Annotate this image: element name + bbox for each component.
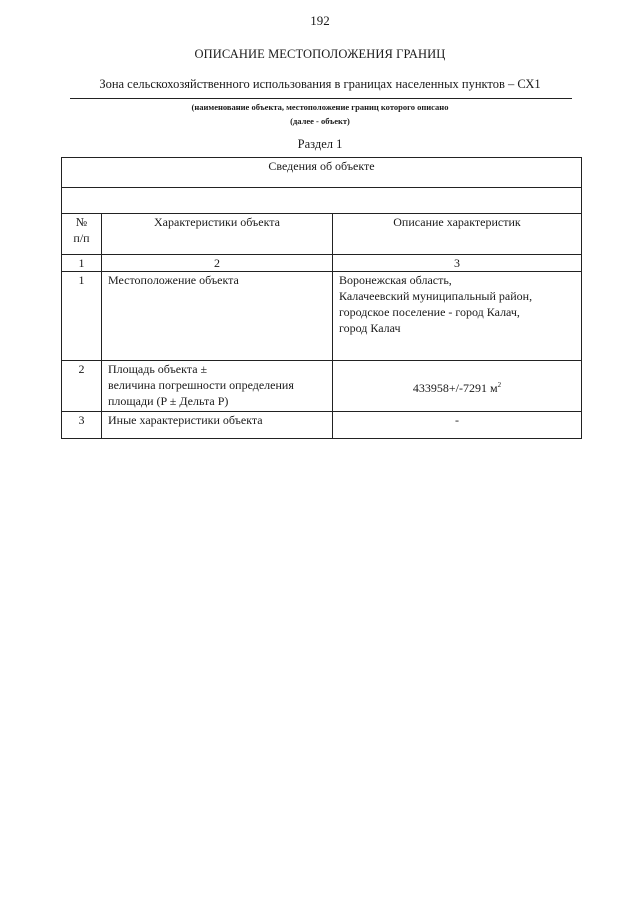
row-number: 1 bbox=[62, 272, 102, 361]
row-description bbox=[333, 361, 582, 412]
row-number: 2 bbox=[62, 361, 102, 412]
table-row bbox=[62, 361, 582, 412]
column-header-characteristic: Характеристики объекта bbox=[102, 214, 333, 255]
object-caption-note: (далее - объект) bbox=[290, 116, 350, 126]
column-number: 3 bbox=[333, 255, 582, 272]
column-header-no: № п/п bbox=[62, 214, 102, 255]
row-characteristic: Площадь объекта ± величина погрешности определения площади (P ± Дельта P) bbox=[102, 361, 333, 412]
document-title: ОПИСАНИЕ МЕСТОПОЛОЖЕНИЯ ГРАНИЦ bbox=[194, 47, 446, 61]
column-number-row bbox=[62, 255, 582, 272]
table-row bbox=[62, 272, 582, 361]
column-number: 1 bbox=[62, 255, 102, 272]
table-row bbox=[62, 412, 582, 439]
row-description: - bbox=[333, 412, 582, 439]
table-heading-row bbox=[62, 158, 582, 188]
table-blank-row bbox=[62, 188, 582, 214]
column-header-row bbox=[62, 214, 582, 255]
blank-cell bbox=[62, 188, 582, 214]
table-heading: Сведения об объекте bbox=[62, 158, 582, 188]
page-number: 192 bbox=[310, 13, 330, 28]
row-description: Воронежская область, Калачеевский муниципальный район, городское поселение - город Калач, город Калач bbox=[333, 272, 582, 361]
column-header-description: Описание характеристик bbox=[333, 214, 582, 255]
area-value: 433958+/-7291 м bbox=[412, 380, 498, 395]
object-info-table bbox=[61, 157, 582, 439]
zone-name: Зона сельскохозяйственного использования в границах населенных пунктов – СХ1 bbox=[99, 77, 541, 91]
row-number: 3 bbox=[62, 412, 102, 439]
row-characteristic: Местоположение объекта bbox=[102, 272, 333, 361]
row-characteristic: Иные характеристики объекта bbox=[102, 412, 333, 439]
title-underline bbox=[70, 98, 572, 99]
area-unit-exponent: 2 bbox=[497, 380, 502, 389]
section-label: Раздел 1 bbox=[297, 137, 343, 151]
object-caption: (наименование объекта, местоположение границ которого описано bbox=[191, 102, 449, 112]
column-number: 2 bbox=[102, 255, 333, 272]
